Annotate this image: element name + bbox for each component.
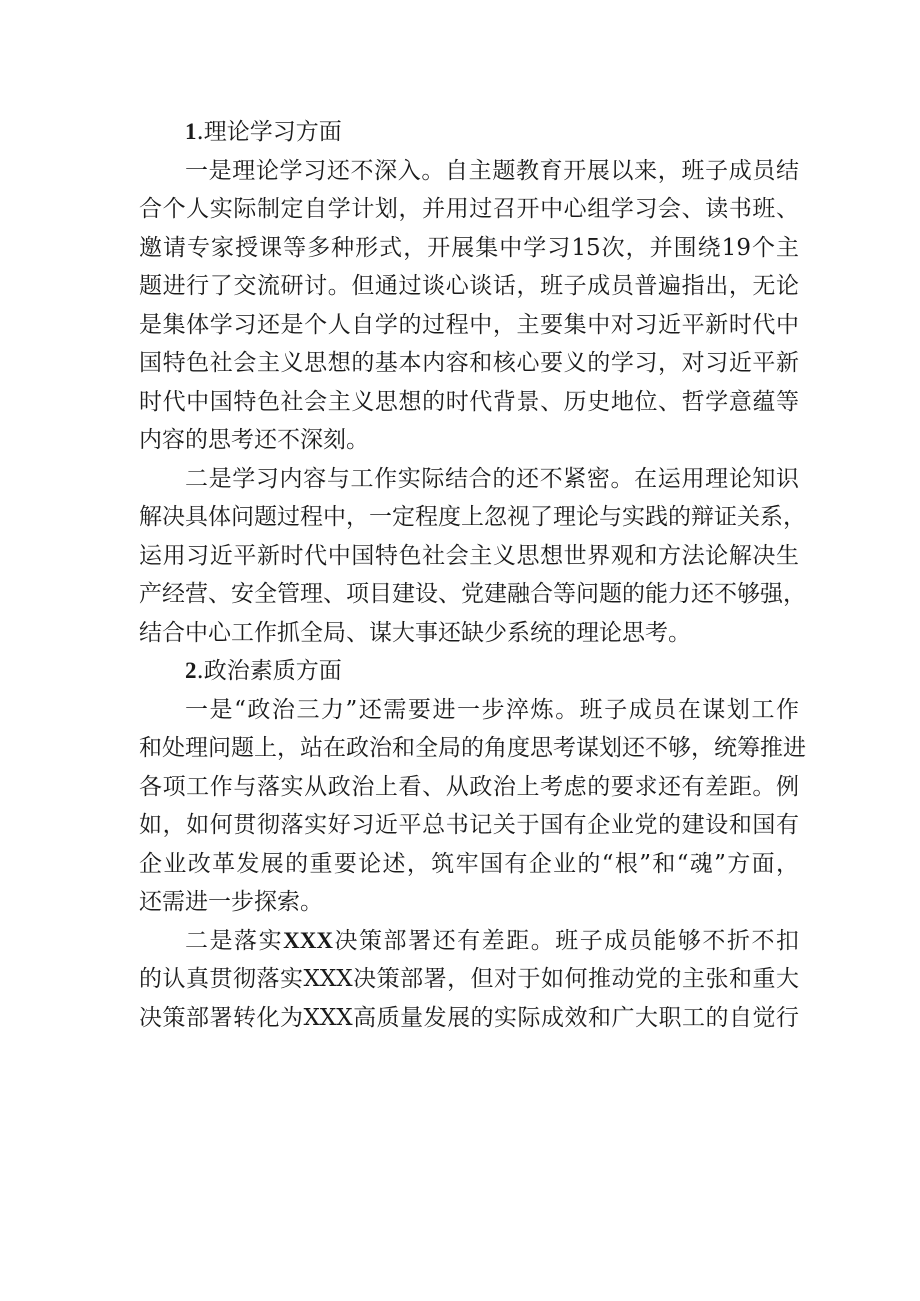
text-line: 决策部署转化为XXX高质量发展的实际成效和广大职工的自觉行 [139, 1004, 799, 1031]
paragraph [139, 922, 799, 1038]
paragraph [139, 460, 806, 653]
text-run: 二是落实 [185, 927, 284, 954]
text-line: 题进行了交流研讨。但通过谈心谈话，班子成员普遍指出，无论 [139, 273, 799, 299]
text-line: 内容的思考还不深刻。 [139, 427, 369, 453]
text-line: 和处理问题上，站在政治和全局的角度思考谋划还不够，统筹推进 [139, 735, 806, 761]
text-line: 还需进一步探索。 [139, 889, 323, 915]
bold-text-run: XXX [283, 927, 333, 953]
text-line: 解决具体问题过程中，一定程度上忽视了理论与实践的辩证关系， [139, 504, 806, 530]
text-line: 二是学习内容与工作实际结合的还不紧密。在运用理论知识 [185, 465, 799, 492]
text-line: 一是“政治三力”还需要进一步淬炼。班子成员在谋划工作 [185, 696, 799, 723]
text-line: 的认真贯彻落实XXX决策部署，但对于如何推动党的主张和重大 [139, 966, 799, 992]
text-line: 合个人实际制定自学计划，并用过召开中心组学习会、读书班、 [139, 196, 799, 222]
section-title: .理论学习方面 [196, 119, 342, 145]
paragraph [139, 691, 806, 922]
text-line: 企业改革发展的重要论述，筑牢国有企业的“根”和“魂”方面， [139, 850, 799, 877]
section-number: 2 [185, 658, 197, 683]
text-line: 产经营、安全管理、项目建设、党建融合等问题的能力还不够强， [139, 581, 806, 607]
section-title: .政治素质方面 [196, 658, 342, 684]
text-line: 是集体学习还是个人自学的过程中，主要集中对习近平新时代中 [139, 311, 799, 338]
text-line: 国特色社会主义思想的基本内容和核心要义的学习，对习近平新 [139, 350, 799, 376]
text-line: 一是理论学习还不深入。自主题教育开展以来，班子成员结 [185, 157, 799, 184]
text-run: 决策部署还有差距。班子成员能够不折不扣 [332, 927, 800, 954]
document-body [139, 113, 806, 1037]
text-line: 如，如何贯彻落实好习近平总书记关于国有企业党的建设和国有 [139, 812, 799, 838]
section-heading-1 [139, 113, 799, 152]
text-line [139, 922, 799, 961]
text-line: 运用习近平新时代中国特色社会主义思想世界观和方法论解决生 [139, 542, 799, 569]
paragraph [139, 152, 799, 460]
text-line: 各项工作与落实从政治上看、从政治上考虑的要求还有差距。例 [139, 773, 799, 800]
text-line: 结合中心工作抓全局、谋大事还缺少系统的理论思考。 [139, 619, 691, 646]
text-line: 时代中国特色社会主义思想的时代背景、历史地位、哲学意蕴等 [139, 388, 799, 415]
section-heading-2 [139, 652, 799, 691]
text-line: 邀请专家授课等多种形式，开展集中学习15次，并围绕19个主 [139, 234, 799, 261]
section-number: 1 [185, 119, 197, 144]
